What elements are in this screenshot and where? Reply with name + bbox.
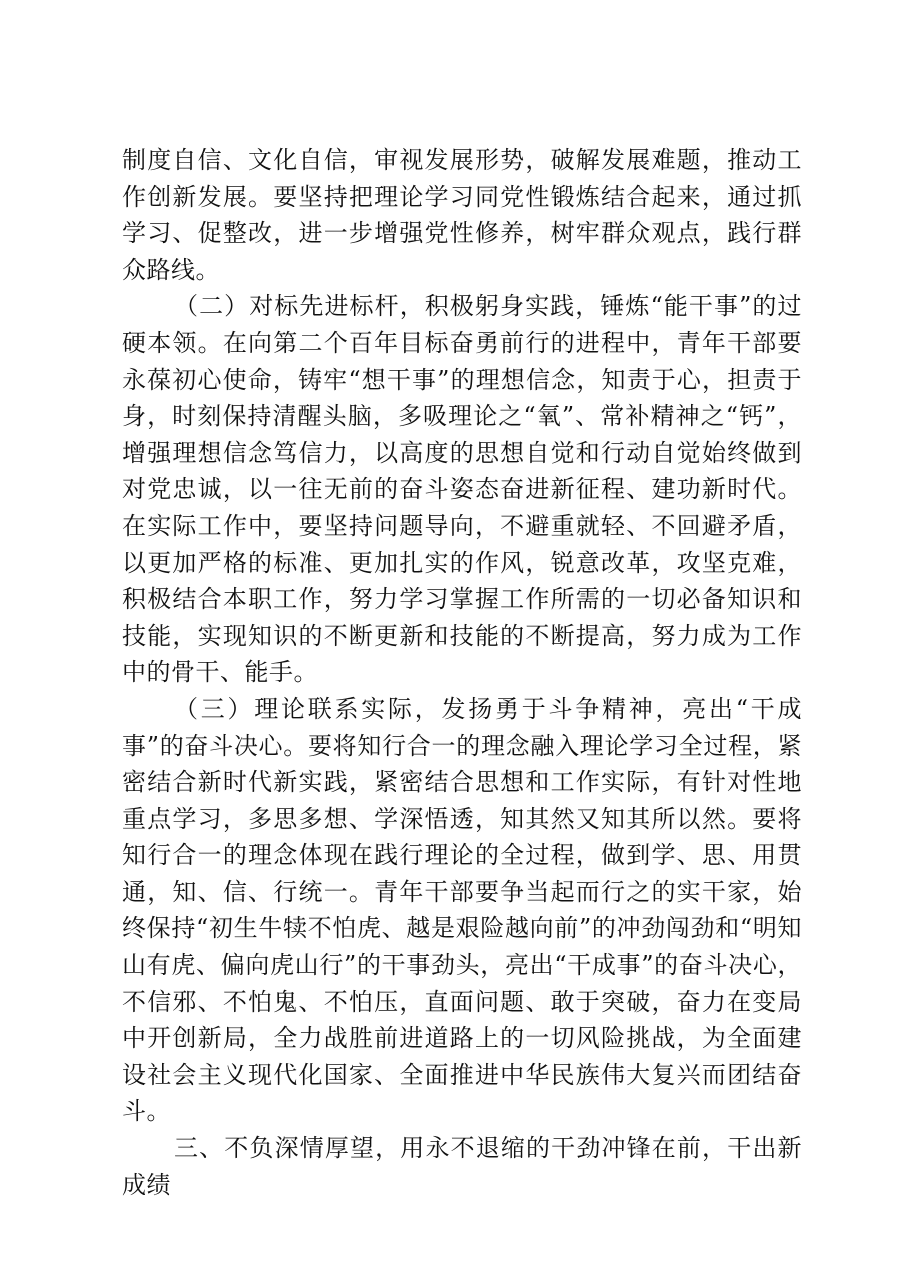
paragraph-continuation: 制度自信、文化自信，审视发展形势，破解发展难题，推动工作创新发展。要坚持把理论学习同党性锻炼结合起来，通过抓学习、促整改，进一步增强党性修养，树牢群众观点，践行群众路线。: [122, 146, 802, 284]
paragraph-section-3: （三）理论联系实际，发扬勇于斗争精神，亮出“干成事”的奋斗决心。要将知行合一的理念融入理论学习全过程，紧密结合新时代新实践，紧密结合思想和工作实际，有针对性地重点学习，多思多想、学深悟透，知其然又知其所以然。要将知行合一的理念体现在践行理论的全过程，做到学、思、用贯通，知、信、行统一。青年干部要争当起而行之的实干家，始终保持“初生牛犊不怕虎、越是艰险越向前”的冲劲闯劲和“明知山有虎、偏向虎山行”的干事劲头，亮出“干成事”的奋斗决心，不信邪、不怕鬼、不怕压，直面问题、敢于突破，奋力在变局中开创新局，全力战胜前进道路上的一切风险挑战，为全面建设社会主义现代化国家、全面推进中华民族伟大复兴而团结奋斗。: [122, 694, 802, 1126]
document-page: [122, 142, 802, 1203]
section-heading-3: 三、不负深情厚望，用永不退缩的干劲冲锋在前，干出新成绩: [122, 1134, 802, 1199]
paragraph-section-2: （二）对标先进标杆，积极躬身实践，锤炼“能干事”的过硬本领。在向第二个百年目标奋勇前行的进程中，青年干部要永葆初心使命，铸牢“想干事”的理想信念，知责于心，担责于身，时刻保持清醒头脑，多吸理论之“氧”、常补精神之“钙”，增强理想信念笃信力，以高度的思想自觉和行动自觉始终做到对党忠诚，以一往无前的奋斗姿态奋进新征程、建功新时代。在实际工作中，要坚持问题导向，不避重就轻、不回避矛盾，以更加严格的标准、更加扎实的作风，锐意改革，攻坚克难，积极结合本职工作，努力学习掌握工作所需的一切必备知识和技能，实现知识的不断更新和技能的不断提高，努力成为工作中的骨干、能手。: [122, 292, 802, 687]
